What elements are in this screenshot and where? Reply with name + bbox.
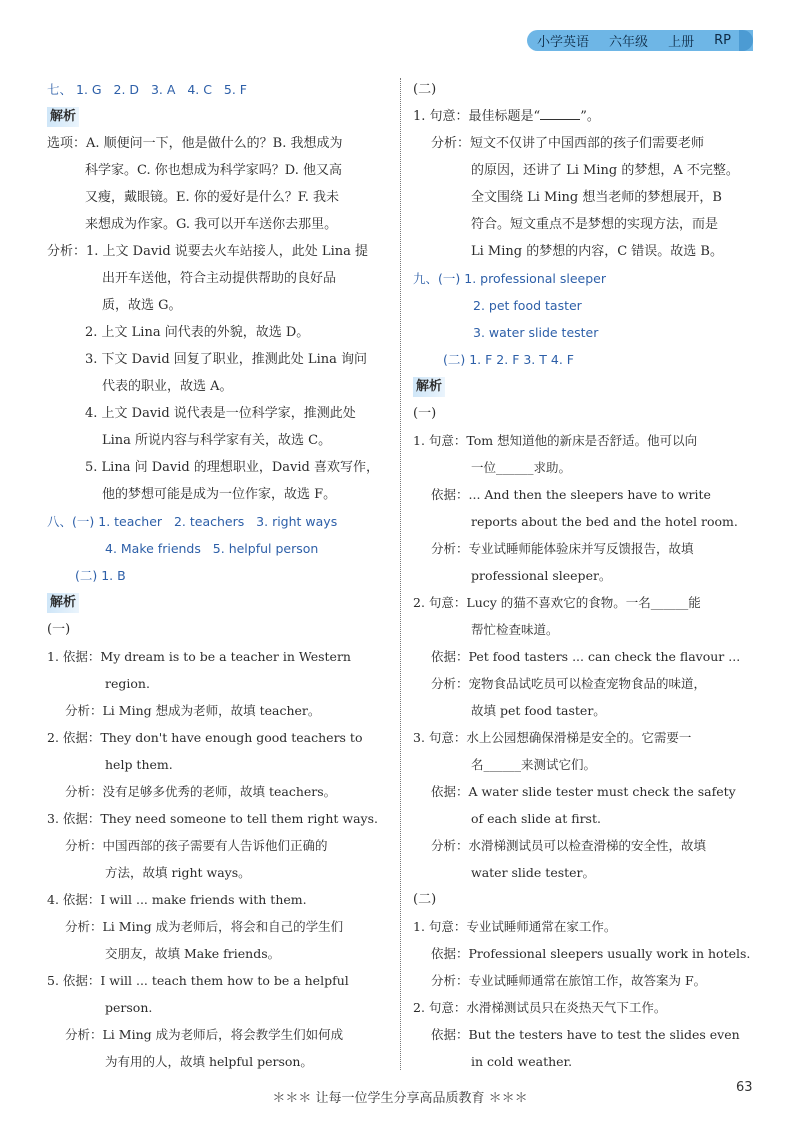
item-line: 一位______求助。 [471,460,572,475]
analysis-line: 3. 下文 David 回复了职业，推测此处 Lina 询问 [85,352,367,367]
item-line: 依据：... And then the sleepers have to write [431,487,711,502]
item-line: 依据：A water slide tester must check the safety [431,784,736,799]
item-line: in cold weather. [471,1054,573,1069]
item-line: person. [105,1000,153,1015]
section-8-answers [47,508,392,535]
answer: 5. F [223,82,247,97]
answer: 3. water slide tester [473,325,599,340]
analysis-heading: 解析 [413,377,445,397]
item-line: 分析：水滑梯测试员可以检查滑梯的安全性，故填 [431,838,707,853]
analysis-line: Lina 所说内容与科学家有关，故选 C。 [102,433,332,448]
item-line: 1. 句意：专业试睡师通常在家工作。 [413,919,617,934]
analysis-line: Li Ming 的梦想的内容，C 错误。故选 B。 [471,244,723,259]
item-line: 3. 句意：水上公园想确保滑梯是安全的。它需要一 [413,730,692,745]
header-badge [527,30,753,51]
part-label: (一) [47,622,71,637]
item-line: 为有用的人，故填 helpful person。 [105,1054,313,1069]
item-line: 方法，故填 right ways。 [105,865,251,880]
item-line: 2. 句意：水滑梯测试员只在炎热天气下工作。 [413,1000,667,1015]
item-line: 2. 依据：They don't have enough good teachers to [47,730,363,745]
item-line: of each slide at first. [471,811,601,826]
subject-label: 小学英语 [537,35,590,50]
analysis-line: 分析：短文不仅讲了中国西部的孩子们需要老师 [431,136,705,151]
section-7-answers [47,76,392,103]
options-line: 科学家。C. 你也想成为科学家吗？D. 他又高 [85,163,342,178]
options-line: 又瘦，戴眼镜。E. 你的爱好是什么？F. 我未 [85,190,340,205]
page-number: 63 [736,1080,753,1095]
item-line: 分析：Li Ming 成为老师后，将会和自己的学生们 [65,919,344,934]
item-line: water slide tester。 [471,865,596,880]
question-line [413,103,758,130]
item-line: 分析：Li Ming 成为老师后，将会教学生们如何成 [65,1027,344,1042]
options-line: 来想成为作家。G. 我可以开车送你去那里。 [85,217,338,232]
item-line: 分析：专业试睡师能体验床并写反馈报告，故填 [431,541,694,556]
part-label: (二) [413,892,437,907]
item-line: 依据：Pet food tasters ... can check the flavour ... [431,649,741,664]
question-text: 1. 句意：最佳标题是“ [413,109,541,124]
question-text-end: ”。 [580,109,600,124]
item-line: 分析：Li Ming 想成为老师，故填 teacher。 [65,703,321,718]
analysis-line: 4. 上文 David 说代表是一位科学家，推测此处 [85,406,356,421]
section-9-part2: (二) 1. F 2. F 3. T 4. F [443,352,574,367]
item-line: 依据：Professional sleepers usually work in hotels. [431,946,751,961]
item-line: 5. 依据：I will ... teach them how to be a helpful [47,973,349,988]
item-line: 4. 依据：I will ... make friends with them. [47,892,307,907]
item-line: 交朋友，故填 Make friends。 [105,946,281,961]
item-line: 分析：没有足够多优秀的老师，故填 teachers。 [65,784,337,799]
item-line: 故填 pet food taster。 [471,703,606,718]
analysis-line: 他的梦想可能是成为一位作家，故选 F。 [102,487,337,502]
analysis-line: 5. Lina 问 David 的理想职业，David 喜欢写作， [85,460,379,475]
badge-tail [739,30,753,51]
item-line: 依据：But the testers have to test the slides even [431,1027,740,1042]
item-line: 3. 依据：They need someone to tell them right ways. [47,811,379,826]
answer: 1. G [76,82,102,97]
analysis-line: 的原因，还讲了 Li Ming 的梦想，A 不完整。 [471,163,739,178]
item-line: 1. 句意：Tom 想知道他的新床是否舒适。他可以向 [413,433,698,448]
answer: 2. pet food taster [473,298,582,313]
grade-label: 六年级 [609,35,649,50]
item-line: 2. 句意：Lucy 的猫不喜欢它的食物。一名______能 [413,595,701,610]
answer: 2. teachers [173,514,245,529]
item-line: 分析：宠物食品试吃员可以检查宠物食品的味道， [431,676,707,691]
left-column [47,76,392,1075]
section-7-label: 七、 [47,82,73,97]
section-9-label: 九、(一) [413,271,461,286]
edition-label: RP [714,33,731,48]
answer-blank [540,107,580,120]
item-line: region. [105,676,150,691]
analysis-line: 代表的职业，故选 A。 [102,379,233,394]
item-line: 分析：中国西部的孩子需要有人告诉他们正确的 [65,838,328,853]
options-line: 选项：A. 顺便问一下，他是做什么的？B. 我想成为 [47,136,343,151]
section-9-answers [413,265,758,292]
section-8-label: 八、(一) [47,514,95,529]
part-label: (一) [413,406,437,421]
item-line: 帮忙检查味道。 [471,622,559,637]
answer: 1. professional sleeper [464,271,606,286]
answer: 3. A [150,82,176,97]
analysis-heading: 解析 [47,593,79,613]
right-column [413,76,758,1075]
answer: 5. helpful person [212,541,319,556]
item-line: 分析：专业试睡师通常在旅馆工作，故答案为 F。 [431,973,707,988]
item-line: help them. [105,757,173,772]
column-divider [400,78,401,1070]
analysis-line: 出开车送他，符合主动提供帮助的良好品 [102,271,337,286]
volume-label: 上册 [668,35,695,50]
item-line: reports about the bed and the hotel room. [471,514,738,529]
section-8-answers-row2 [47,535,392,562]
answer: 3. right ways [256,514,338,529]
answer: 4. Make friends [105,541,201,556]
analysis-heading: 解析 [47,107,79,127]
analysis-line: 符合。短文重点不是梦想的实现方法，而是 [471,217,719,232]
footer-slogan: ＊＊＊ 让每一位学生分享高品质教育 ＊＊＊ [272,1091,528,1106]
answer: 4. C [187,82,212,97]
section-8-part2: (二) 1. B [75,568,126,583]
analysis-line: 2. 上文 Lina 问代表的外貌，故选 D。 [85,325,310,340]
analysis-line: 全文围绕 Li Ming 想当老师的梦想展开，B [471,190,722,205]
item-line: 1. 依据：My dream is to be a teacher in Western [47,649,351,664]
item-line: 名______来测试它们。 [471,757,597,772]
answer: 2. D [113,82,140,97]
item-line: professional sleeper。 [471,568,612,583]
analysis-line: 分析：1. 上文 David 说要去火车站接人，此处 Lina 提 [47,244,368,259]
part-label: (二) [413,82,437,97]
analysis-line: 质，故选 G。 [102,298,182,313]
answer: 1. teacher [98,514,163,529]
